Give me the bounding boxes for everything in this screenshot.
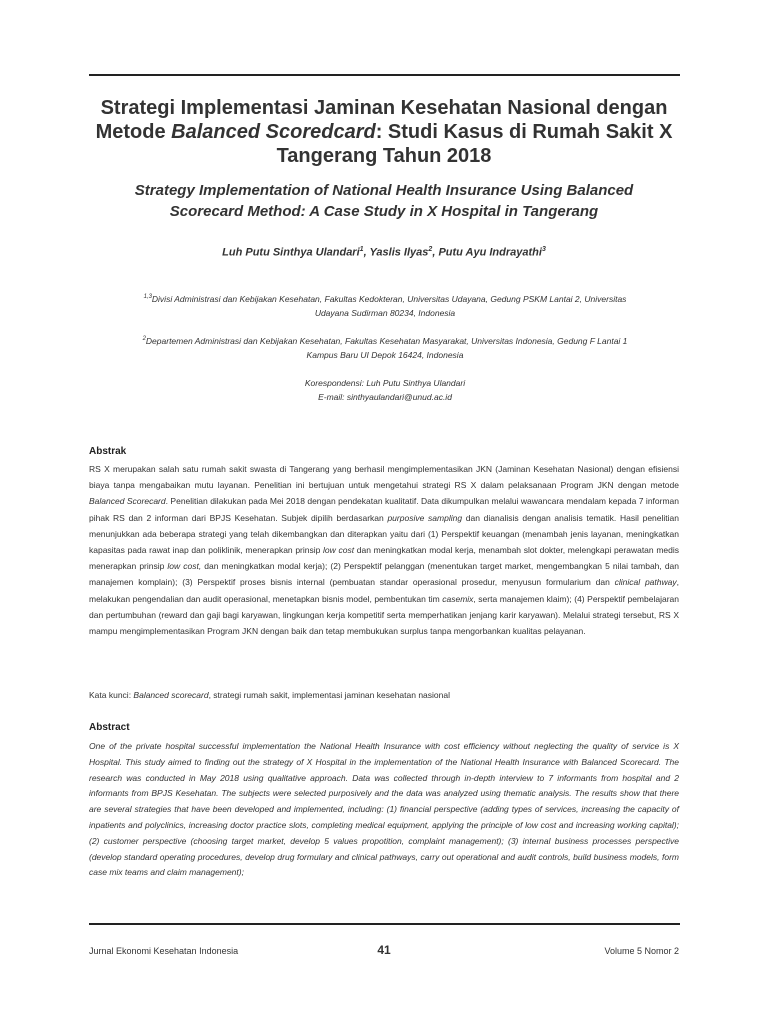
affiliation-1: $^{1,3}$Divisi Administrasi dan Kebijakan Kesehatan, Fakultas Kedokteran, Universitas Udayana, Gedung PSKM Lantai 2, Universitas Udayana Sudirman 80234, Indonesia (143, 293, 627, 318)
author-name: Putu Ayu Indrayathi (438, 246, 542, 259)
abstract-body: One of the private hospital successful implementation the National Health Insurance with cost efficiency without neglecting the quality of service is X Hospital. This study aimed to finding out the strategy of X Hospital in the implementation of the National Health Insurance with Balanced Scorecard. The research was conducted in May 2018 using qualitative approach. Data was collected through in-depth interview to 7 informants from hospital and 2 informants from BPJS Kesehatan. The subjects were selected purposively and the data was analyzed using thematic analysis. The results show that there are several strategies that have been developed and implemented, including: (1) financial perspective (adding types of services, increasing the capacity of inpatients and polyclinics, increasing doctor practice slots, completing medical equipment, applying the principle of low cost and increasing working capital); (2) customer perspective (choosing target market, develop 5 values propotition, complaint management); (3) internal business processes perspective (develop standard operating procedures, develop drug formulary and clinical pathways, carry out operational and audit controls, build business models, form case mix teams and claim management); (89, 741, 679, 878)
title-line-3: Tangerang Tahun 2018 (276, 145, 492, 167)
author-list: Luh Putu Sinthya Ulandari$^1$, Yaslis Ilyas$^2$, Putu Ayu Indrayathi$^3$ (222, 246, 546, 259)
abstrak-body: RS X merupakan salah satu rumah sakit swasta di Tangerang yang berhasil mengimplementasikan JKN (Jaminan Kesehatan Nasional) dengan efisiensi biaya tanpa mengabaikan mutu layanan. Penelitian ini bertujuan untuk mengetahui strategi RS X dalam pelaksanaan Program JKN dengan metode Balanced Scorecard. Penelitian dilakukan pada Mei 2018 dengan pendekatan kualitatif. Data dikumpulkan melalui wawancara mendalam kepada 7 informan pihak RS dan 2 informan dari BPJS Kesehatan. Subjek dipilih berdasarkan purposive sampling dan dianalisis dengan analisis tematik. Hasil penelitian menunjukkan ada beberapa strategi yang telah dikembangkan dan diterapkan yaitu dari (1) Perspektif keuangan (menambah jenis layanan, meningkatkan kapasitas pada rawat inap dan poliklinik, menerapkan prinsip low cost dan meningkatkan modal kerja, menambah slot dokter, melengkapi perawatan medis menerapkan prinsip low cost, dan meningkatkan modal kerja); (2) Perspektif pelanggan (menentukan target market, mengembangkan 5 nilai tambah, dan manajemen komplain); (3) Perspektif proses bisnis internal (pembuatan standar operasional prosedur, menyusun formularium dan clinical pathway, melakukan pengendalian dan audit operasional, menetapkan bisnis model, pembentukan tim casemix, serta manajemen klaim); (4) Perspektif pembelajaran dan pertumbuhan (reward dan gaji bagi karyawan, lingkungan kerja kompetitif serta memperhatikan jenjang karir karyawan). Melalui strategi tersebut, RS X mampu mengimplementasikan Program JKN dengan baik dan tetap membukukan surplus tanpa mengorbankan kualitas pelayanan. (89, 464, 680, 637)
affiliation-2: $^2$Departemen Administrasi dan Kebijakan Kesehatan, Fakultas Kesehatan Masyarakat, Universitas Indonesia, Gedung F Lantai 1 Kampus Baru UI Depok 16424, Indonesia (142, 335, 628, 360)
paper-title-english: Strategy Implementation of National Health Insurance Using Balanced Scorecard Method: A Case Study in X Hospital in Tangerang (134, 182, 634, 220)
footer-volume: Volume 5 Nomor 2 (604, 946, 679, 956)
keywords: Kata kunci: Balanced scorecard, strategi rumah sakit, implementasi jaminan kesehatan nasional (89, 690, 450, 700)
page-number: 41 (377, 943, 391, 957)
abstract-heading: Abstract (89, 722, 130, 733)
email-address: E-mail: sinthyaulandari@unud.ac.id (318, 392, 452, 402)
correspondence: Korespondensi: Luh Putu Sinthya Ulandari E-mail: sinthyaulandari@unud.ac.id (90, 376, 680, 404)
abstrak-heading: Abstrak (89, 446, 127, 457)
title-line-1: Strategi Implementasi Jaminan Kesehatan Nasional dengan (100, 97, 668, 119)
author-name: Yaslis Ilyas (369, 246, 429, 259)
author-name: Luh Putu Sinthya Ulandari (222, 246, 360, 259)
title-line-2: Metode Balanced Scoredcard: Studi Kasus di Rumah Sakit X (95, 121, 673, 143)
top-rule (89, 74, 680, 76)
bottom-rule (89, 923, 680, 925)
footer-journal: Jurnal Ekonomi Kesehatan Indonesia (89, 946, 239, 956)
paper-title-indonesian (60, 96, 708, 168)
title-emphasis: Balanced Scoredcard (171, 121, 376, 143)
